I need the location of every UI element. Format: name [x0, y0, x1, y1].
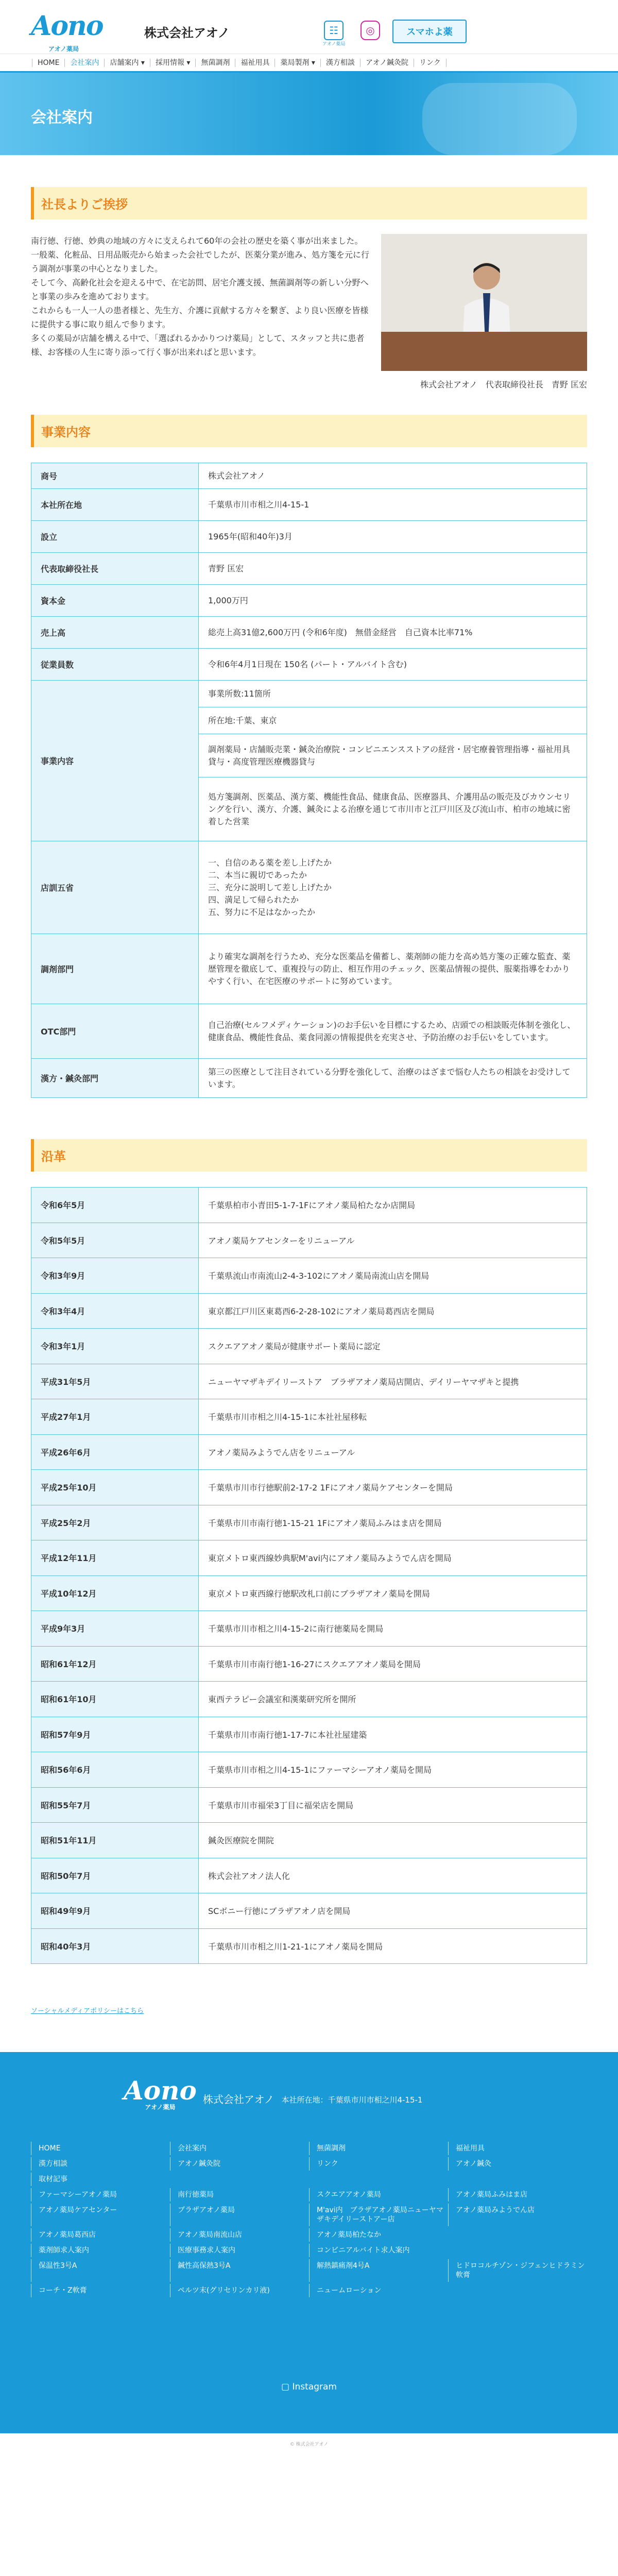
history-event: スクエアアオノ薬局が健康サポート薬局に認定 [199, 1329, 587, 1364]
history-date: 昭和61年12月 [31, 1646, 199, 1682]
history-row [31, 1258, 587, 1294]
history-event: 株式会社アオノ法人化 [199, 1858, 587, 1893]
logo-sub: アオノ薬局 [48, 45, 79, 53]
instagram-label: Instagram [292, 2382, 337, 2392]
footer-link[interactable]: 保温性3号A [31, 2259, 170, 2282]
row-header: 商号 [31, 463, 199, 489]
history-event: 千葉県市川市行徳駅前2-17-2 1Fにアオノ薬局ケアセンターを開局 [199, 1470, 587, 1505]
history-event: 千葉県市川市相之川4-15-2に南行徳薬局を開局 [199, 1611, 587, 1647]
history-date: 平成25年2月 [31, 1505, 199, 1540]
history-date: 昭和51年11月 [31, 1823, 199, 1858]
greeting-paragraph: これからも一人一人の患者様と、先生方、介護に貢献する方々を繋ぎ、より良い医療を皆様に提供する事に取り組んで参ります。 [31, 306, 369, 329]
footer-link [309, 2173, 448, 2186]
history-date: 令和6年5月 [31, 1188, 199, 1223]
history-date: 平成9年3月 [31, 1611, 199, 1647]
footer-link[interactable]: 無菌調剤 [309, 2142, 448, 2155]
history-title: 沿革 [31, 1139, 587, 1172]
document-icon: ☷ [324, 21, 344, 40]
row-value: より確実な調剤を行うため、充分な医薬品を備蓄し、薬剤師の能力を高め処方箋の正確な監査、薬歴管理を徹底して、重複投与の防止、相互作用のチェック、医薬品情報の提供、服薬指導をわかりやすく行い、在宅医療のサポートに努めています。 [199, 934, 587, 1004]
history-date: 平成12年11月 [31, 1540, 199, 1576]
table-row [31, 649, 587, 681]
footer-link[interactable]: 福祉用具 [448, 2142, 587, 2155]
history-date: 昭和49年9月 [31, 1893, 199, 1929]
history-row [31, 1188, 587, 1223]
row-value: 総売上高31億2,600万円 (令和6年度) 無借金経営 自己資本比率71% [199, 617, 587, 649]
footer-link[interactable]: 取材記事 [31, 2173, 170, 2186]
row-value: 株式会社アオノ [199, 463, 587, 489]
footer-link[interactable]: アオノ薬局ふみはま店 [448, 2188, 587, 2201]
history-row [31, 1293, 587, 1329]
history-row [31, 1575, 587, 1611]
footer-link[interactable]: M'avi内 ブラザアオノ薬局ニューヤマザキデイリーストアー店 [309, 2204, 448, 2226]
pharmacy-icon-label: アオノ薬局 [322, 42, 346, 47]
footer-link [170, 2173, 309, 2186]
history-date: 昭和55年7月 [31, 1787, 199, 1823]
row-value: 処方箋調剤、医薬品、漢方薬、機能性食品、健康食品、医療器具、介護用品の販売及びカウンセリングを行い、漢方、介護、鍼灸による治療を通じて市川市と江戸川区及び流山市、柏市の地域に密着した営業 [199, 777, 587, 841]
row-value: 事業所数:11箇所 [199, 681, 587, 707]
history-date: 昭和50年7月 [31, 1858, 199, 1893]
footer-logo-sub: アオノ薬局 [145, 2104, 176, 2111]
history-date: 令和5年5月 [31, 1223, 199, 1258]
footer-logo-text: Aono [124, 2075, 197, 2106]
history-date: 平成31年5月 [31, 1364, 199, 1399]
row-value: 令和6年4月1日現在 150名 (パート・アルバイト含む) [199, 649, 587, 681]
footer-link[interactable]: ニュームローション [309, 2284, 448, 2297]
footer-link[interactable]: アオノ鍼灸 [448, 2157, 587, 2171]
history-row [31, 1893, 587, 1929]
footer-link [448, 2284, 587, 2297]
nav-item[interactable]: 会社案内 [65, 59, 105, 67]
row-header: 漢方・鍼灸部門 [31, 1059, 199, 1098]
history-row [31, 1823, 587, 1858]
footer-link[interactable]: 薬剤師求人案内 [31, 2244, 170, 2257]
table-row [31, 841, 587, 934]
nav-item[interactable]: アオノ鍼灸院 [360, 59, 414, 67]
row-header: 代表取締役社長 [31, 553, 199, 585]
smaho-yoyaku-banner[interactable]: スマホよ薬 [392, 20, 467, 43]
table-row [31, 681, 587, 707]
table-row [31, 934, 587, 1004]
row-value: 1,000万円 [199, 585, 587, 617]
history-row [31, 1364, 587, 1399]
history-row [31, 1505, 587, 1540]
history-event: 千葉県市川市南行徳1-16-27にスクエアアオノ薬局を開局 [199, 1646, 587, 1682]
nav-item[interactable]: リンク [414, 59, 447, 67]
footer-link [448, 2244, 587, 2257]
table-row [31, 617, 587, 649]
footer-link[interactable]: ブラザアオノ薬局 [170, 2204, 309, 2226]
history-event: ニューヤマザキデイリーストア ブラザアオノ薬局店開店、デイリーヤマザキと提携 [199, 1364, 587, 1399]
history-date: 令和3年1月 [31, 1329, 199, 1364]
history-event: 東京メトロ東西線行徳駅改札口前にブラザアオノ薬局を開局 [199, 1575, 587, 1611]
history-date: 平成10年12月 [31, 1575, 199, 1611]
table-row [31, 553, 587, 585]
president-photo [381, 234, 587, 371]
history-row [31, 1787, 587, 1823]
row-header: 調剤部門 [31, 934, 199, 1004]
page-title: 会社案内 [31, 109, 93, 127]
footer-link[interactable]: コンビニアルバイト求人案内 [309, 2244, 448, 2257]
history-row [31, 1434, 587, 1470]
social-media-policy-link[interactable]: ソーシャルメディアポリシーはこちら [31, 2007, 144, 2015]
footer-link[interactable]: アオノ薬局葛西店 [31, 2228, 170, 2242]
history-date: 平成26年6月 [31, 1434, 199, 1470]
footer-link[interactable]: 漢方相談 [31, 2157, 170, 2171]
history-event: 千葉県流山市南流山2-4-3-102にアオノ薬局南流山店を開局 [199, 1258, 587, 1294]
history-event: アオノ薬局ケアセンターをリニューアル [199, 1223, 587, 1258]
greeting-title: 社長よりご挨拶 [31, 187, 587, 219]
history-event: 千葉県市川市相之川4-15-1にファーマシーアオノ薬局を開局 [199, 1752, 587, 1788]
footer-link[interactable]: ヒドロコルチゾン・ジフェンヒドラミン軟膏 [448, 2259, 587, 2282]
history-row [31, 1329, 587, 1364]
page-hero [0, 73, 618, 155]
footer-link[interactable]: アオノ薬局柏たなか [309, 2228, 448, 2242]
footer-link[interactable]: スクエアアオノ薬局 [309, 2188, 448, 2201]
table-row [31, 489, 587, 521]
history-date: 昭和40年3月 [31, 1928, 199, 1964]
greeting-paragraph: 一般薬、化粧品、日用品販売から始まった会社でしたが、医薬分業が進み、処方箋を元に行う調剤が事業の中心となりました。 [31, 250, 369, 274]
row-header: 従業員数 [31, 649, 199, 681]
row-value: 調剤薬局・店舗販売業・鍼灸治療院・コンビニエンスストアの経営・居宅療養管理指導・福祉用具貸与・高度管理医療機器貸与 [199, 734, 587, 777]
row-value: 所在地:千葉、東京 [199, 707, 587, 734]
history-event: 千葉県市川市南行徳1-17-7に本社社屋建築 [199, 1717, 587, 1752]
footer-link[interactable]: HOME [31, 2142, 170, 2155]
footer-link[interactable]: 南行徳薬局 [170, 2188, 309, 2201]
footer-link[interactable]: アオノ薬局南流山店 [170, 2228, 309, 2242]
nav-item[interactable]: 漢方相談 [321, 59, 360, 67]
history-event: SCボニー行徳にブラザアオノ店を開局 [199, 1893, 587, 1929]
greeting-text [31, 234, 381, 371]
history-row [31, 1752, 587, 1788]
history-event: 東京都江戸川区東葛西6-2-28-102にアオノ薬局葛西店を開局 [199, 1293, 587, 1329]
table-row [31, 1004, 587, 1059]
history-date: 令和3年4月 [31, 1293, 199, 1329]
president-signature: 株式会社アオノ 代表取締役社長 青野 匡宏 [420, 380, 587, 389]
footer-link[interactable]: ファーマシーアオノ薬局 [31, 2188, 170, 2201]
history-table [31, 1187, 587, 1964]
row-value: 第三の医療として注目されている分野を強化して、治療のはざまで悩む人たちの相談をお受けしています。 [199, 1059, 587, 1098]
greeting-paragraph: 多くの薬局が店舗を構える中で、「選ばれるかかりつけ薬局」として、スタッフと共に患者様、お客様の人生に寄り添って行く事が出来ればと思います。 [31, 333, 365, 357]
history-event: 千葉県市川市相之川1-21-1にアオノ薬局を開局 [199, 1928, 587, 1964]
footer-link[interactable]: 会社案内 [170, 2142, 309, 2155]
instagram-icon: ◎ [360, 21, 380, 40]
footer-link[interactable]: コーチ・Z軟膏 [31, 2284, 170, 2297]
history-event: 東京メトロ東西線妙典駅M'avi内にアオノ薬局みようでん店を開局 [199, 1540, 587, 1576]
site-footer [0, 2052, 618, 2447]
site-header [0, 0, 618, 54]
history-date: 平成27年1月 [31, 1399, 199, 1435]
history-event: 千葉県市川市福栄3丁目に福栄店を開局 [199, 1787, 587, 1823]
row-header: 事業内容 [31, 681, 199, 841]
nav-item[interactable]: 無菌調剤 [196, 59, 235, 67]
footer-address: 本社所在地：千葉県市川市相之川4-15-1 [281, 2095, 423, 2105]
table-row [31, 521, 587, 553]
business-section [31, 415, 587, 1098]
footer-link[interactable]: アオノ薬局みようでん店 [448, 2204, 587, 2226]
history-event: 東西テラピー会議室和漢薬研究所を開所 [199, 1682, 587, 1717]
logo[interactable] [31, 10, 103, 53]
history-event: 千葉県柏市小青田5-1-7-1Fにアオノ薬局柏たなか店開局 [199, 1188, 587, 1223]
business-table [31, 463, 587, 1098]
history-event: 鍼灸医療院を開院 [199, 1823, 587, 1858]
history-row [31, 1646, 587, 1682]
history-row [31, 1223, 587, 1258]
table-row [31, 1059, 587, 1098]
row-header: 売上高 [31, 617, 199, 649]
history-date: 令和3年9月 [31, 1258, 199, 1294]
history-row [31, 1470, 587, 1505]
history-date: 昭和57年9月 [31, 1717, 199, 1752]
instagram-link[interactable] [360, 21, 380, 40]
row-header: 店訓五省 [31, 841, 199, 934]
nav-item[interactable]: 福祉用具 [235, 59, 275, 67]
history-row [31, 1682, 587, 1717]
instagram-icon: ▢ [281, 2382, 293, 2392]
history-date: 平成25年10月 [31, 1470, 199, 1505]
footer-link[interactable]: 解熱鎮痛剤4号A [309, 2259, 448, 2282]
history-date: 昭和61年10月 [31, 1682, 199, 1717]
row-header: 本社所在地 [31, 489, 199, 521]
row-header: 資本金 [31, 585, 199, 617]
copyright: © 株式会社アオノ [0, 2433, 618, 2454]
row-value: 1965年(昭和40年)3月 [199, 521, 587, 553]
row-header: 設立 [31, 521, 199, 553]
footer-link[interactable]: 鍼性高保熱3号A [170, 2259, 309, 2282]
table-row [31, 585, 587, 617]
hero-decoration [422, 83, 577, 155]
history-event: 千葉県市川市南行徳1-15-21 1Fにアオノ薬局ふみはま店を開局 [199, 1505, 587, 1540]
footer-link [448, 2173, 587, 2186]
footer-company: 株式会社アオノ [202, 2093, 274, 2106]
nav-item[interactable]: 薬局製剤 ▾ [275, 59, 320, 67]
history-row [31, 1858, 587, 1893]
history-section [31, 1139, 587, 1964]
logo-text: Aono [31, 10, 103, 42]
greeting-paragraph: そして今、高齢化社会を迎える中で、在宅訪問、居宅介護支援、無菌調剤等の新しい分野へと事業の歩みを進めております。 [31, 278, 369, 301]
row-header: OTC部門 [31, 1004, 199, 1059]
nav-item[interactable]: HOME [32, 59, 65, 67]
footer-links [31, 2141, 587, 2298]
footer-link[interactable]: リンク [309, 2157, 448, 2171]
history-row [31, 1717, 587, 1752]
row-value: 千葉県市川市相之川4-15-1 [199, 489, 587, 521]
greeting-section [31, 187, 587, 390]
footer-link [448, 2228, 587, 2242]
footer-link[interactable]: アオノ鍼灸院 [170, 2157, 309, 2171]
table-row [31, 463, 587, 489]
history-row [31, 1540, 587, 1576]
history-row [31, 1928, 587, 1964]
nav-item[interactable]: 店舗案内 ▾ [105, 59, 150, 67]
footer-instagram-link[interactable] [0, 2382, 618, 2392]
history-row [31, 1611, 587, 1647]
nav-item[interactable]: 採用情報 ▾ [150, 59, 196, 67]
row-value: 青野 匡宏 [199, 553, 587, 585]
footer-link[interactable]: 医療事務求人案内 [170, 2244, 309, 2257]
row-value: 一、自信のある薬を差し上げたか 二、本当に親切であったか 三、充分に説明して差し上げたか 四、満足して帰られたか 五、努力に不足はなかったか [199, 841, 587, 934]
main-nav [0, 54, 618, 73]
history-event: アオノ薬局みようでん店をリニューアル [199, 1434, 587, 1470]
history-event: 千葉県市川市相之川4-15-1に本社社屋移転 [199, 1399, 587, 1435]
row-value: 自己治療(セルフメディケーション)のお手伝いを目標にするため、店頭での相談販売体制を強化し、健康食品、機能性食品、薬食同源の情報提供を充実させ、予防治療のお手伝いをしています。 [199, 1004, 587, 1059]
history-row [31, 1399, 587, 1435]
footer-link[interactable]: アオノ薬局ケアセンター [31, 2204, 170, 2226]
pharmacy-icon-link[interactable] [322, 21, 345, 47]
history-date: 昭和56年6月 [31, 1752, 199, 1788]
company-name: 株式会社アオノ [144, 26, 230, 40]
business-title: 事業内容 [31, 415, 587, 447]
greeting-paragraph: 南行徳、行徳、妙典の地域の方々に支えられて60年の会社の歴史を築く事が出来ました。 [31, 236, 363, 246]
footer-link[interactable]: ペルツ末(グリセリンカリ液) [170, 2284, 309, 2297]
footer-logo[interactable] [124, 2075, 423, 2111]
